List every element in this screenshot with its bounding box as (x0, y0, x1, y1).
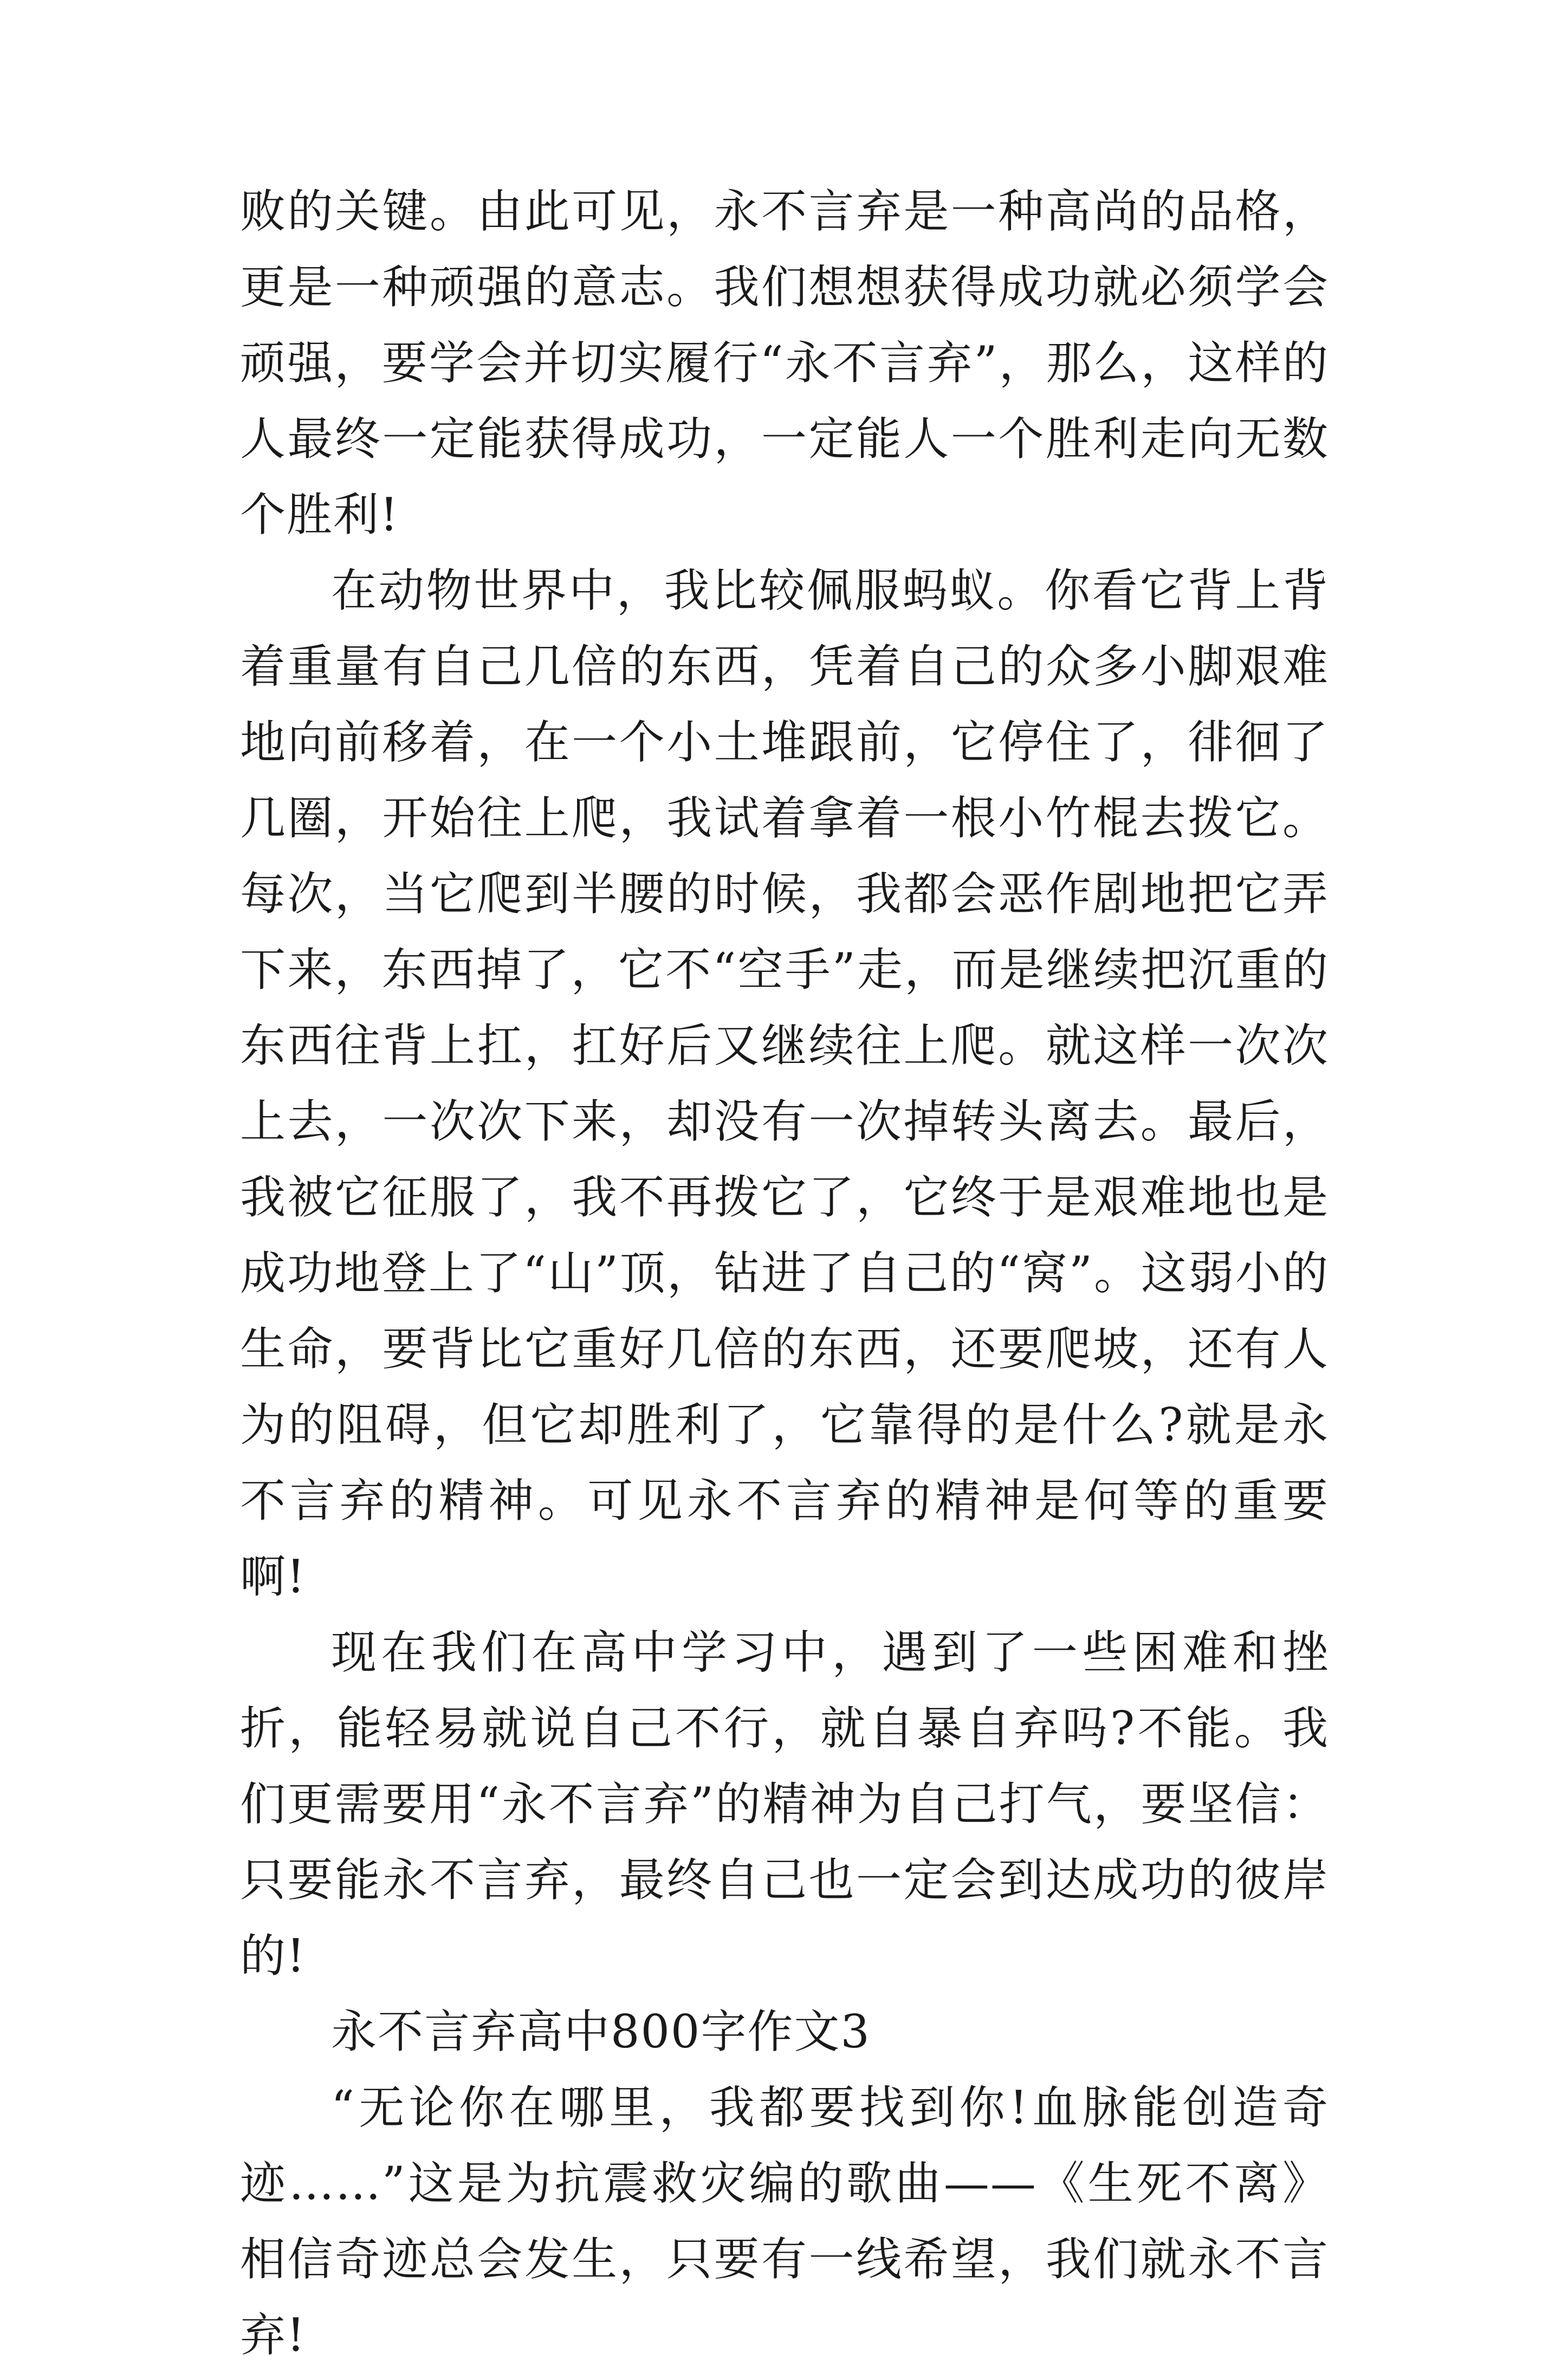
paragraph-ant-story: 在动物世界中，我比较佩服蚂蚁。你看它背上背着重量有自己几倍的东西，凭着自己的众多小脚艰难地向前移着，在一个小土堆跟前，它停住了，徘徊了几圈，开始往上爬，我试着拿着一根小竹棍去拨它。每次，当它爬到半腰的时候，我都会恶作剧地把它弄下来，东西掉了，它不“空手”走，而是继续把沉重的东西往背上扛，扛好后又继续往上爬。就这样一次次上去，一次次下来，却没有一次掉转头离去。最后，我被它征服了，我不再拨它了，它终于是艰难地也是成功地登上了“山”顶，钻进了自己的“窝”。这弱小的生命，要背比它重好几倍的东西，还要爬坡，还有人为的阻碍，但它却胜利了，它靠得的是什么?就是永不言弃的精神。可见永不言弃的精神是何等的重要啊! (240, 564, 1329, 1603)
document-body (240, 173, 1329, 2373)
paragraph-continuation: 败的关键。由此可见，永不言弃是一种高尚的品格，更是一种顽强的意志。我们想想获得成功就必须学会顽强，要学会并切实履行“永不言弃”，那么，这样的人最终一定能获得成功，一定能人一个胜利走向无数个胜利! (240, 185, 1329, 541)
section-heading: 永不言弃高中800字作文3 (331, 2005, 871, 2058)
paragraph-song: “无论你在哪里，我都要找到你!血脉能创造奇迹……”这是为抗震救灾编的歌曲——《生死不离》相信奇迹总会发生，只要有一线希望，我们就永不言弃! (240, 2081, 1329, 2362)
paragraph-high-school: 现在我们在高中学习中，遇到了一些困难和挫折，能轻易就说自己不行，就自暴自弃吗?不能。我们更需要用“永不言弃”的精神为自己打气，要坚信：只要能永不言弃，最终自己也一定会到达成功的彼岸的! (240, 1626, 1329, 1982)
